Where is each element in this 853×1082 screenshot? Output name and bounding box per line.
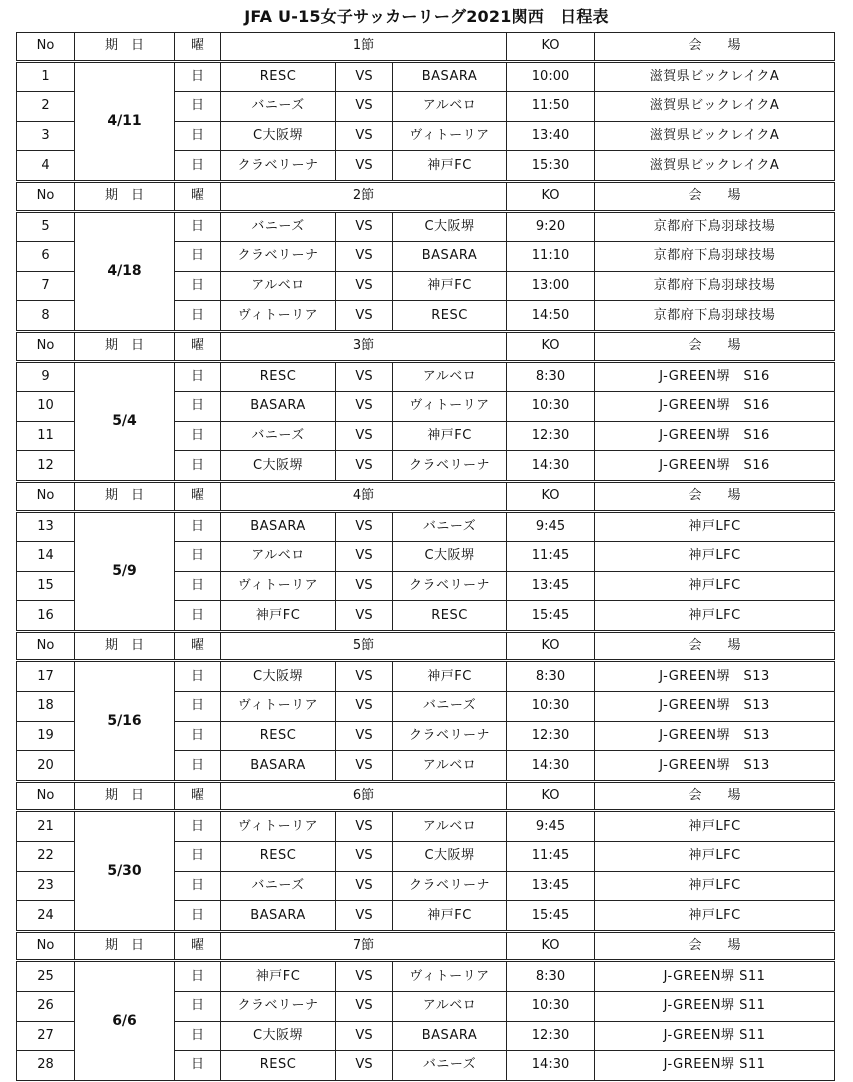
match-day-of-week: 日 — [175, 901, 221, 932]
venue: 神戸LFC — [595, 571, 835, 601]
match-day-of-week: 日 — [175, 511, 221, 542]
home-team: バニーズ — [221, 421, 336, 451]
kickoff-time: 13:45 — [507, 871, 595, 901]
vs-label: VS — [336, 92, 393, 122]
match-no: 22 — [17, 842, 75, 872]
away-team: ヴィトーリア — [393, 121, 507, 151]
header-round: 4節 — [221, 481, 507, 511]
match-date: 5/4 — [75, 361, 175, 481]
away-team: アルベロ — [393, 361, 507, 392]
home-team: バニーズ — [221, 211, 336, 242]
match-day-of-week: 日 — [175, 721, 221, 751]
match-no: 15 — [17, 571, 75, 601]
kickoff-time: 13:00 — [507, 271, 595, 301]
vs-label: VS — [336, 121, 393, 151]
venue: 滋賀県ビックレイクA — [595, 61, 835, 92]
header-date: 期 日 — [75, 481, 175, 511]
home-team: RESC — [221, 842, 336, 872]
venue: J-GREEN堺 S16 — [595, 421, 835, 451]
kickoff-time: 11:10 — [507, 242, 595, 272]
match-day-of-week: 日 — [175, 301, 221, 332]
away-team: 神戸FC — [393, 421, 507, 451]
match-date: 5/9 — [75, 511, 175, 631]
away-team: C大阪堺 — [393, 211, 507, 242]
venue: J-GREEN堺 S11 — [595, 961, 835, 992]
away-team: RESC — [393, 601, 507, 632]
match-no: 21 — [17, 811, 75, 842]
match-day-of-week: 日 — [175, 601, 221, 632]
header-round: 2節 — [221, 181, 507, 211]
match-day-of-week: 日 — [175, 151, 221, 182]
header-dow: 曜 — [175, 931, 221, 961]
match-no: 2 — [17, 92, 75, 122]
home-team: BASARA — [221, 392, 336, 422]
header-venue: 会 場 — [595, 781, 835, 811]
match-day-of-week: 日 — [175, 661, 221, 692]
table-row — [17, 361, 835, 392]
venue: 神戸LFC — [595, 511, 835, 542]
venue: J-GREEN堺 S13 — [595, 661, 835, 692]
away-team: アルベロ — [393, 751, 507, 782]
vs-label: VS — [336, 811, 393, 842]
kickoff-time: 14:30 — [507, 751, 595, 782]
header-round: 7節 — [221, 931, 507, 961]
header-round: 3節 — [221, 331, 507, 361]
header-date: 期 日 — [75, 181, 175, 211]
kickoff-time: 12:30 — [507, 721, 595, 751]
away-team: C大阪堺 — [393, 542, 507, 572]
match-no: 13 — [17, 511, 75, 542]
vs-label: VS — [336, 721, 393, 751]
schedule-table — [16, 32, 835, 1081]
vs-label: VS — [336, 751, 393, 782]
match-no: 6 — [17, 242, 75, 272]
vs-label: VS — [336, 451, 393, 482]
header-date: 期 日 — [75, 781, 175, 811]
home-team: RESC — [221, 61, 336, 92]
venue: 滋賀県ビックレイクA — [595, 92, 835, 122]
kickoff-time: 15:45 — [507, 901, 595, 932]
match-no: 3 — [17, 121, 75, 151]
kickoff-time: 8:30 — [507, 661, 595, 692]
match-date: 6/6 — [75, 961, 175, 1080]
match-day-of-week: 日 — [175, 842, 221, 872]
header-no: No — [17, 331, 75, 361]
venue: 神戸LFC — [595, 811, 835, 842]
match-day-of-week: 日 — [175, 121, 221, 151]
match-day-of-week: 日 — [175, 751, 221, 782]
away-team: クラベリーナ — [393, 451, 507, 482]
header-no: No — [17, 931, 75, 961]
kickoff-time: 15:30 — [507, 151, 595, 182]
header-no: No — [17, 181, 75, 211]
away-team: ヴィトーリア — [393, 392, 507, 422]
match-day-of-week: 日 — [175, 692, 221, 722]
header-row — [17, 781, 835, 811]
header-row — [17, 481, 835, 511]
home-team: RESC — [221, 721, 336, 751]
match-day-of-week: 日 — [175, 271, 221, 301]
home-team: BASARA — [221, 751, 336, 782]
header-round: 6節 — [221, 781, 507, 811]
match-day-of-week: 日 — [175, 542, 221, 572]
kickoff-time: 10:00 — [507, 61, 595, 92]
match-no: 12 — [17, 451, 75, 482]
match-no: 25 — [17, 961, 75, 992]
match-date: 5/16 — [75, 661, 175, 781]
vs-label: VS — [336, 392, 393, 422]
kickoff-time: 14:30 — [507, 451, 595, 482]
match-no: 5 — [17, 211, 75, 242]
kickoff-time: 9:45 — [507, 511, 595, 542]
header-dow: 曜 — [175, 33, 221, 62]
away-team: 神戸FC — [393, 901, 507, 932]
vs-label: VS — [336, 61, 393, 92]
vs-label: VS — [336, 211, 393, 242]
venue: J-GREEN堺 S16 — [595, 392, 835, 422]
header-no: No — [17, 631, 75, 661]
match-day-of-week: 日 — [175, 61, 221, 92]
table-row — [17, 211, 835, 242]
away-team: BASARA — [393, 242, 507, 272]
venue: J-GREEN堺 S11 — [595, 992, 835, 1022]
home-team: RESC — [221, 1051, 336, 1081]
venue: 滋賀県ビックレイクA — [595, 151, 835, 182]
home-team: バニーズ — [221, 871, 336, 901]
away-team: アルベロ — [393, 992, 507, 1022]
vs-label: VS — [336, 301, 393, 332]
venue: 神戸LFC — [595, 842, 835, 872]
match-no: 10 — [17, 392, 75, 422]
home-team: C大阪堺 — [221, 661, 336, 692]
away-team: アルベロ — [393, 92, 507, 122]
vs-label: VS — [336, 151, 393, 182]
kickoff-time: 10:30 — [507, 692, 595, 722]
header-no: No — [17, 33, 75, 62]
vs-label: VS — [336, 271, 393, 301]
schedule-body — [17, 33, 835, 1081]
header-row — [17, 181, 835, 211]
match-day-of-week: 日 — [175, 242, 221, 272]
away-team: ヴィトーリア — [393, 961, 507, 992]
away-team: BASARA — [393, 1021, 507, 1051]
match-day-of-week: 日 — [175, 871, 221, 901]
match-no: 4 — [17, 151, 75, 182]
header-row — [17, 331, 835, 361]
home-team: ヴィトーリア — [221, 692, 336, 722]
match-no: 16 — [17, 601, 75, 632]
match-day-of-week: 日 — [175, 961, 221, 992]
home-team: C大阪堺 — [221, 1021, 336, 1051]
away-team: 神戸FC — [393, 661, 507, 692]
header-dow: 曜 — [175, 331, 221, 361]
table-row — [17, 661, 835, 692]
header-dow: 曜 — [175, 181, 221, 211]
home-team: アルベロ — [221, 542, 336, 572]
kickoff-time: 12:30 — [507, 1021, 595, 1051]
venue: J-GREEN堺 S16 — [595, 361, 835, 392]
kickoff-time: 11:45 — [507, 842, 595, 872]
venue: 京都府下鳥羽球技場 — [595, 242, 835, 272]
away-team: 神戸FC — [393, 151, 507, 182]
match-no: 23 — [17, 871, 75, 901]
match-no: 8 — [17, 301, 75, 332]
table-row — [17, 61, 835, 92]
kickoff-time: 8:30 — [507, 961, 595, 992]
home-team: クラベリーナ — [221, 992, 336, 1022]
vs-label: VS — [336, 361, 393, 392]
header-date: 期 日 — [75, 33, 175, 62]
venue: 神戸LFC — [595, 542, 835, 572]
table-row — [17, 811, 835, 842]
match-no: 14 — [17, 542, 75, 572]
match-date: 5/30 — [75, 811, 175, 931]
home-team: バニーズ — [221, 92, 336, 122]
home-team: ヴィトーリア — [221, 301, 336, 332]
header-ko: KO — [507, 631, 595, 661]
table-row — [17, 961, 835, 992]
match-day-of-week: 日 — [175, 421, 221, 451]
match-day-of-week: 日 — [175, 992, 221, 1022]
match-no: 24 — [17, 901, 75, 932]
venue: 京都府下鳥羽球技場 — [595, 301, 835, 332]
match-day-of-week: 日 — [175, 392, 221, 422]
header-row — [17, 631, 835, 661]
match-no: 27 — [17, 1021, 75, 1051]
away-team: クラベリーナ — [393, 721, 507, 751]
header-ko: KO — [507, 181, 595, 211]
home-team: C大阪堺 — [221, 121, 336, 151]
header-row — [17, 33, 835, 62]
vs-label: VS — [336, 901, 393, 932]
header-ko: KO — [507, 931, 595, 961]
header-venue: 会 場 — [595, 33, 835, 62]
vs-label: VS — [336, 1051, 393, 1081]
kickoff-time: 10:30 — [507, 992, 595, 1022]
header-no: No — [17, 481, 75, 511]
header-no: No — [17, 781, 75, 811]
home-team: 神戸FC — [221, 961, 336, 992]
kickoff-time: 14:30 — [507, 1051, 595, 1081]
kickoff-time: 11:50 — [507, 92, 595, 122]
match-no: 26 — [17, 992, 75, 1022]
away-team: バニーズ — [393, 1051, 507, 1081]
kickoff-time: 13:40 — [507, 121, 595, 151]
match-day-of-week: 日 — [175, 1051, 221, 1081]
vs-label: VS — [336, 871, 393, 901]
match-date: 4/18 — [75, 211, 175, 331]
match-no: 17 — [17, 661, 75, 692]
home-team: BASARA — [221, 511, 336, 542]
header-venue: 会 場 — [595, 631, 835, 661]
vs-label: VS — [336, 242, 393, 272]
venue: J-GREEN堺 S11 — [595, 1051, 835, 1081]
venue: 滋賀県ビックレイクA — [595, 121, 835, 151]
kickoff-time: 14:50 — [507, 301, 595, 332]
page-title: JFA U-15女子サッカーリーグ2021関西 日程表 — [244, 7, 609, 26]
vs-label: VS — [336, 1021, 393, 1051]
venue: J-GREEN堺 S11 — [595, 1021, 835, 1051]
home-team: クラベリーナ — [221, 151, 336, 182]
vs-label: VS — [336, 842, 393, 872]
match-day-of-week: 日 — [175, 92, 221, 122]
header-dow: 曜 — [175, 481, 221, 511]
kickoff-time: 15:45 — [507, 601, 595, 632]
match-day-of-week: 日 — [175, 571, 221, 601]
match-no: 19 — [17, 721, 75, 751]
venue: J-GREEN堺 S13 — [595, 721, 835, 751]
venue: J-GREEN堺 S13 — [595, 751, 835, 782]
header-venue: 会 場 — [595, 331, 835, 361]
kickoff-time: 8:30 — [507, 361, 595, 392]
home-team: C大阪堺 — [221, 451, 336, 482]
home-team: ヴィトーリア — [221, 571, 336, 601]
match-no: 7 — [17, 271, 75, 301]
match-no: 9 — [17, 361, 75, 392]
match-no: 18 — [17, 692, 75, 722]
header-date: 期 日 — [75, 631, 175, 661]
away-team: RESC — [393, 301, 507, 332]
venue: 京都府下鳥羽球技場 — [595, 271, 835, 301]
home-team: 神戸FC — [221, 601, 336, 632]
table-row — [17, 511, 835, 542]
vs-label: VS — [336, 421, 393, 451]
match-day-of-week: 日 — [175, 1021, 221, 1051]
away-team: BASARA — [393, 61, 507, 92]
header-ko: KO — [507, 33, 595, 62]
kickoff-time: 11:45 — [507, 542, 595, 572]
kickoff-time: 13:45 — [507, 571, 595, 601]
away-team: バニーズ — [393, 511, 507, 542]
venue: J-GREEN堺 S13 — [595, 692, 835, 722]
vs-label: VS — [336, 961, 393, 992]
venue: 神戸LFC — [595, 871, 835, 901]
header-ko: KO — [507, 331, 595, 361]
match-no: 20 — [17, 751, 75, 782]
vs-label: VS — [336, 542, 393, 572]
match-no: 28 — [17, 1051, 75, 1081]
header-date: 期 日 — [75, 931, 175, 961]
match-date: 4/11 — [75, 61, 175, 181]
away-team: クラベリーナ — [393, 571, 507, 601]
venue: 神戸LFC — [595, 601, 835, 632]
away-team: アルベロ — [393, 811, 507, 842]
kickoff-time: 9:20 — [507, 211, 595, 242]
header-dow: 曜 — [175, 781, 221, 811]
kickoff-time: 9:45 — [507, 811, 595, 842]
vs-label: VS — [336, 692, 393, 722]
home-team: ヴィトーリア — [221, 811, 336, 842]
match-day-of-week: 日 — [175, 451, 221, 482]
venue: 京都府下鳥羽球技場 — [595, 211, 835, 242]
match-day-of-week: 日 — [175, 811, 221, 842]
match-no: 11 — [17, 421, 75, 451]
header-venue: 会 場 — [595, 181, 835, 211]
away-team: 神戸FC — [393, 271, 507, 301]
kickoff-time: 12:30 — [507, 421, 595, 451]
header-ko: KO — [507, 781, 595, 811]
home-team: RESC — [221, 361, 336, 392]
away-team: バニーズ — [393, 692, 507, 722]
match-day-of-week: 日 — [175, 361, 221, 392]
header-date: 期 日 — [75, 331, 175, 361]
vs-label: VS — [336, 601, 393, 632]
venue: J-GREEN堺 S16 — [595, 451, 835, 482]
match-no: 1 — [17, 61, 75, 92]
home-team: アルベロ — [221, 271, 336, 301]
vs-label: VS — [336, 571, 393, 601]
kickoff-time: 10:30 — [507, 392, 595, 422]
header-dow: 曜 — [175, 631, 221, 661]
header-row — [17, 931, 835, 961]
header-venue: 会 場 — [595, 931, 835, 961]
home-team: クラベリーナ — [221, 242, 336, 272]
away-team: C大阪堺 — [393, 842, 507, 872]
vs-label: VS — [336, 511, 393, 542]
header-ko: KO — [507, 481, 595, 511]
vs-label: VS — [336, 992, 393, 1022]
vs-label: VS — [336, 661, 393, 692]
header-round: 1節 — [221, 33, 507, 62]
header-venue: 会 場 — [595, 481, 835, 511]
match-day-of-week: 日 — [175, 211, 221, 242]
venue: 神戸LFC — [595, 901, 835, 932]
header-round: 5節 — [221, 631, 507, 661]
home-team: BASARA — [221, 901, 336, 932]
away-team: クラベリーナ — [393, 871, 507, 901]
